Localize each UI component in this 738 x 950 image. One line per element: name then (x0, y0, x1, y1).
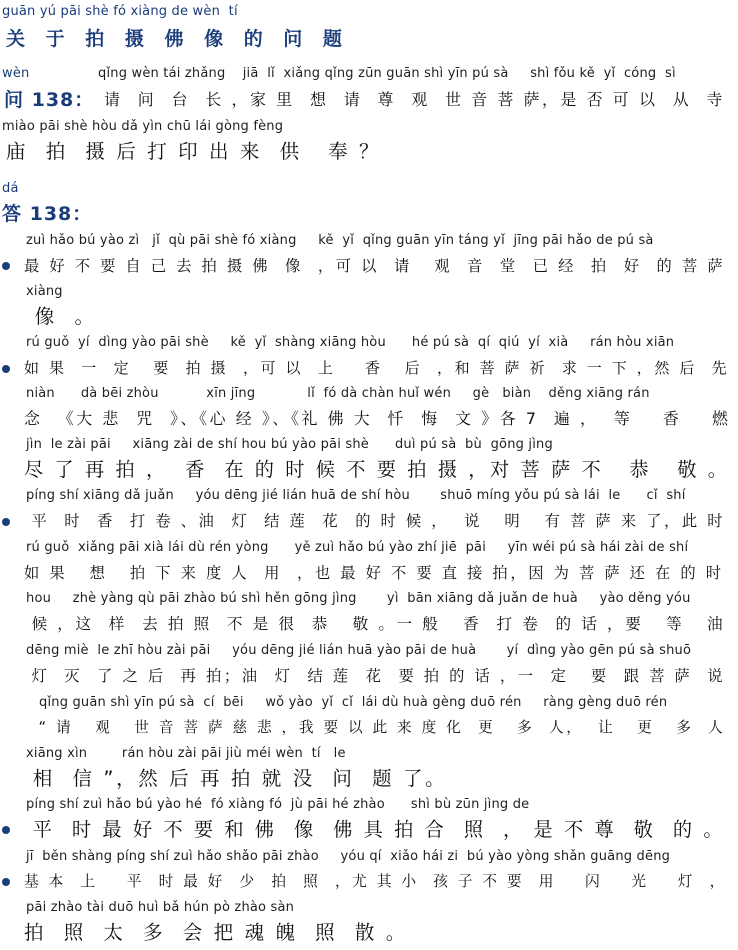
question-text-line-2: 庙 拍 摄 后 打 印 出 来 供 奉 ？ (6, 140, 382, 163)
bullet-5-pinyin-2: pāi zhào tài duō huì bǎ hún pò zhào sàn (26, 900, 295, 915)
bullet-marker (2, 365, 10, 373)
question-text-line-1: 请 问 台 长 ，家 里 想 请 尊 观 世 音 菩 萨，是 否 可 以 从 寺 (104, 90, 726, 109)
answer-label-pinyin: dá (2, 181, 19, 196)
bullet-3-pinyin-5: qǐng guān shì yīn pú sà cí bēi wǒ yào yǐ cǐ lái dù huà gèng duō rén ràng gèng duō rén (26, 695, 668, 710)
bullet-1-text-1: 最 好 不 要 自 己 去 拍 摄 佛 像 ，可 以 请 观 音 堂 已 经 拍 好 的 菩 萨 (24, 257, 726, 275)
bullet-4-text-1: 平 时 最 好 不 要 和 佛 像 佛 具 拍 合 照 ， 是 不 尊 敬 的 。 (24, 818, 726, 841)
bullet-3-pinyin-3: hou zhè yàng qù pāi zhào bú shì hěn gōng jìng yì bān xiāng dǎ juǎn de huà yào děng yóu (26, 591, 691, 606)
bullet-2-pinyin-1: rú guǒ yí dìng yào pāi shè kě yǐ shàng xiāng hòu hé pú sà qí qiú yí xià rán hòu xiān (26, 335, 675, 350)
bullet-5-text-1: 基 本 上 平 时 最 好 少 拍 照 ，尤 其 小 孩 子 不 要 用 闪 光 灯 ， (24, 873, 727, 890)
bullet-3-text-4: 灯 灭 了 之 后 再 拍；油 灯 结 莲 花 要 拍 的 话 ，一 定 要 跟 菩 萨 说 (24, 667, 726, 685)
bullet-2-text-3: 尽 了 再 拍 ， 香 在 的 时 候 不 要 拍 摄 ，对 菩 萨 不 恭 敬 。 (24, 458, 730, 481)
page-title: 关 于 拍 摄 佛 像 的 问 题 (6, 28, 349, 50)
bullet-3-pinyin-1: píng shí xiāng dǎ juǎn yóu dēng jié lián huā de shí hòu shuō míng yǒu pú sà lái le cǐ shí (26, 488, 686, 503)
bullet-3-pinyin-6: xiāng xìn rán hòu zài pāi jiù méi wèn tí le (26, 746, 346, 761)
bullet-3-text-6: 相 信 ”，然 后 再 拍 就 没 问 题 了。 (24, 767, 448, 790)
bullet-3-text-2: 如 果 想 拍 下 来 度 人 用 ，也 最 好 不 要 直 接 拍，因 为 菩 萨 还 在 的 时 (24, 564, 724, 582)
title-pinyin: guān yú pāi shè fó xiàng de wèn tí (2, 4, 238, 19)
bullet-marker (2, 518, 10, 526)
answer-label: 答 138： (2, 203, 93, 225)
bullet-3-text-1: 平 时 香 打 卷 、油 灯 结 莲 花 的 时 候 ， 说 明 有 菩 萨 来 了，此 时 (24, 512, 726, 530)
bullet-2-text-1: 如 果 一 定 要 拍 摄 ，可 以 上 香 后 ，和 菩 萨 祈 求 一 下 ，然 后 先 (24, 359, 730, 377)
bullet-3-text-3: 候 ，这 样 去 拍 照 不 是 很 恭 敬 。一 般 香 打 卷 的 话 ，要 等 油 (24, 615, 726, 633)
question-label: 问 138： (4, 89, 95, 111)
bullet-marker (2, 262, 10, 270)
bullet-2-pinyin-3: jìn le zài pāi xiāng zài de shí hou bú yào pāi shè duì pú sà bù gōng jìng (26, 437, 553, 452)
bullet-2-pinyin-2: niàn dà bēi zhòu xīn jīng lǐ fó dà chàn huǐ wén gè biàn děng xiāng rán (26, 386, 650, 401)
bullet-2-text-2: 念 《大 悲 咒 》、《心 经 》、《礼 佛 大 忏 悔 文 》各 7 遍 ， 等 香 燃 (24, 409, 731, 428)
bullet-3-text-5: “ 请 观 世 音 菩 萨 慈 悲 ，我 要 以 此 来 度 化 更 多 人， 让 更 多 人 (24, 719, 726, 736)
bullet-1-text-2: 像 。 (26, 305, 97, 328)
question-pinyin-line-2: miào pāi shè hòu dǎ yìn chū lái gòng fèng (2, 119, 284, 134)
bullet-3-pinyin-4: dēng miè le zhī hòu zài pāi yóu dēng jié lián huā yào pāi de huà yí dìng yào gēn pú sà shuō (26, 643, 692, 658)
bullet-marker (2, 826, 10, 834)
bullet-marker (2, 878, 10, 886)
bullet-1-pinyin-2: xiàng (26, 284, 63, 299)
bullet-1-pinyin-1: zuì hǎo bú yào zì jǐ qù pāi shè fó xiàng kě yǐ qǐng guān yīn táng yǐ jīng pāi hǎo de pú sà (26, 233, 654, 248)
bullet-4-pinyin-1: píng shí zuì hǎo bú yào hé fó xiàng fó jù pāi hé zhào shì bù zūn jìng de (26, 797, 530, 812)
question-pinyin-line-1: qǐng wèn tái zhǎng jiā lǐ xiǎng qǐng zūn guān shì yīn pú sà shì fǒu kě yǐ cóng sì (98, 66, 676, 81)
question-label-pinyin: wèn (2, 66, 30, 81)
bullet-5-text-2: 拍 照 太 多 会 把 魂 魄 照 散 。 (24, 921, 408, 944)
bullet-5-pinyin-1: jī běn shàng píng shí zuì hǎo shǎo pāi zhào yóu qí xiǎo hái zi bú yào yòng shǎn guāng dēng (26, 849, 671, 864)
bullet-3-pinyin-2: rú guǒ xiǎng pāi xià lái dù rén yòng yě zuì hǎo bú yào zhí jiē pāi yīn wéi pú sà hái zài de shí (26, 540, 689, 555)
